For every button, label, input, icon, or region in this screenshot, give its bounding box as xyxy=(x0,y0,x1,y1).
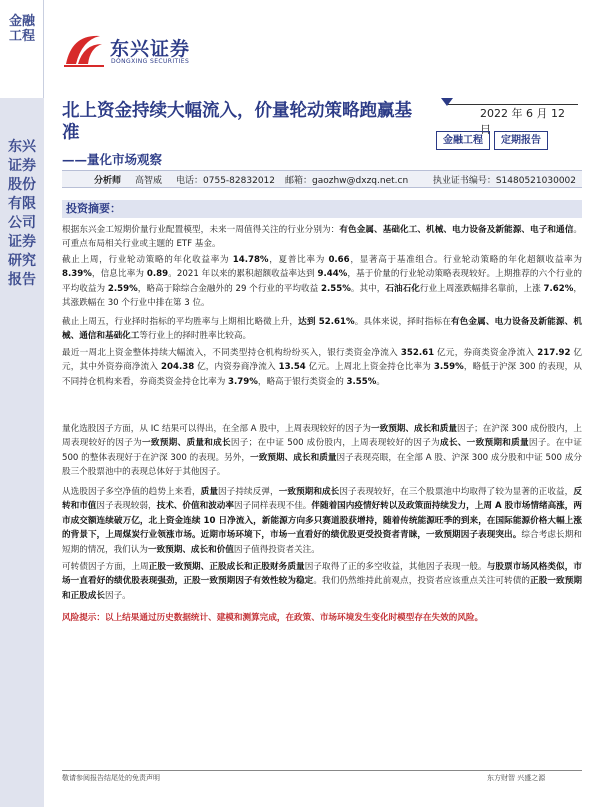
body-text: 因子表现亮眼，在全部 A 股、沪深 300 成分股和中证 500 成分股三个股票池中的表现总体好于其他因子。 xyxy=(62,452,582,478)
emphasis-text: 正股一致预期和正股成长 xyxy=(62,576,582,601)
sidebar-category-panel xyxy=(0,0,44,98)
emphasis-text: 有色金属、基础化工、机械、电力设备及新能源、电子和通信 xyxy=(339,225,574,235)
report-tags xyxy=(436,131,548,150)
footer-divider xyxy=(62,770,582,771)
logo-english-name: DONGXING SECURITIES xyxy=(111,58,190,65)
report-date: 2022 年 6 月 12 日 xyxy=(448,104,578,137)
analyst-name: 高智威 xyxy=(135,175,163,186)
emphasis-text: 2.55% xyxy=(321,283,351,294)
analyst-certificate: 执业证书编号：S1480521030002 xyxy=(432,175,576,186)
report-subtitle: ——量化市场观察 xyxy=(62,152,163,167)
summary-paragraph-3 xyxy=(62,315,582,344)
analyst-email[interactable]: 邮箱：gaozhw@dxzq.net.cn xyxy=(285,175,409,186)
body-text: 可转债因子方面，上周 xyxy=(62,562,149,572)
emphasis-text: 3.59% xyxy=(433,362,464,373)
tag-report-type: 定期报告 xyxy=(494,131,548,150)
body-text: 截止上周五，行业择时指标的平均胜率与上期相比略微上升， xyxy=(62,317,299,327)
body-text: ，显著高于基准组合。行业轮动策略的年化超额收益率为 xyxy=(349,255,583,265)
summary-paragraph-7 xyxy=(62,560,582,603)
summary-paragraph-1 xyxy=(62,223,582,252)
body-text: 因子值得投资者关注。 xyxy=(233,544,320,555)
footer-disclaimer: 敬请参阅报告结尾处的免责声明 xyxy=(62,774,160,782)
emphasis-text: 一致预期和成长 xyxy=(278,487,340,497)
emphasis-text: 伴随着国内疫情好转以及政策面持续发力，上周 A 股市场情绪高涨，两市成交额连续破万亿，北上资金连续 10 日净流入，新能源方向多只赛道股获增持，随着传统能源旺季的到来，在国际能源价格大幅上涨的背景下，上周煤炭行业领涨市场。近期市场环境下，市场一直看好的绩优股更受投资者青睐，一致预期因子表现突出。 xyxy=(62,501,582,541)
body-text: ，略低于沪深 300 的表现，从不同持仓机构来看，券商类资金持仓比率为 xyxy=(62,362,583,387)
emphasis-text: 有色金属、电力设备及新能源、机械、通信和基础化工 xyxy=(62,317,582,342)
emphasis-text: 2.59% xyxy=(107,283,138,294)
body-text: 因子。 xyxy=(104,590,131,601)
emphasis-text: 石油石化 xyxy=(385,283,420,294)
body-text: ，略高于除综合金融外的 29 个行业的平均收益 xyxy=(137,283,321,294)
body-text: ，其涨跌幅在 30 个行业中排在第 3 位。 xyxy=(62,283,582,309)
emphasis-text: 一致预期、成长和质量 xyxy=(250,452,337,463)
body-text: 。可重点布局相关行业或主题的 ETF 基金。 xyxy=(62,225,582,250)
body-text: 因子取得了正的多空收益，其他因子表现一般。 xyxy=(304,562,487,572)
emphasis-text: 3.79% xyxy=(228,376,258,387)
emphasis-text: 达到 52.61% xyxy=(298,317,355,327)
body-text: 亿元，券商类资金净流入 xyxy=(434,348,538,358)
emphasis-text: 一致预期、成长和价值 xyxy=(147,544,234,555)
emphasis-text: 一致预期、质量和成长 xyxy=(142,438,231,449)
body-text: 。 xyxy=(376,376,385,387)
body-text: ，略高于银行类资金的 xyxy=(257,376,347,387)
emphasis-text: 9.44% xyxy=(317,269,348,280)
emphasis-text: 7.62% xyxy=(543,283,574,294)
body-text: ，基于价量的行业轮动策略表现较好。上期推荐的六个行业的平均收益为 xyxy=(62,269,582,294)
sidebar-category-text: 金融工程 xyxy=(8,14,35,44)
body-text: 因子。在中证 500 的整体表现好于在沪深 300 的表现。另外， xyxy=(62,438,582,463)
emphasis-text: 352.61 xyxy=(400,348,435,358)
emphasis-text: 正股一致预期、正股成长和正股财务质量 xyxy=(148,562,305,572)
body-text: ，信息比率为 xyxy=(91,269,147,280)
analyst-info-bar xyxy=(62,170,582,188)
body-text: 。具体来说，择时指标在 xyxy=(354,317,451,327)
summary-paragraph-4 xyxy=(62,346,582,389)
body-text: 。2021 年以来的累积超额收益率达到 xyxy=(168,269,318,280)
tag-category: 金融工程 xyxy=(436,131,490,150)
logo-mark-icon xyxy=(62,30,106,70)
emphasis-text: 0.89 xyxy=(146,269,169,280)
emphasis-text: 成长、一致预期和质量 xyxy=(440,438,529,449)
emphasis-text: 技术、价值和波动率 xyxy=(156,501,234,512)
emphasis-text: 13.54 xyxy=(278,362,306,373)
body-text: 因子表现较好，在三个股票池中均取得了较为显著的正收益， xyxy=(339,487,574,497)
sidebar-company-text: 东兴证券股份有限公司证券研究报告 xyxy=(8,139,36,288)
summary-heading: 投资摘要： xyxy=(62,200,582,218)
body-text: 行业上周涨跌幅排名靠前，上涨 xyxy=(419,283,544,294)
sidebar-company-panel xyxy=(0,98,44,807)
emphasis-text: 8.39% xyxy=(62,269,92,280)
logo-chinese-name: 东兴证券 xyxy=(110,38,191,60)
report-title: 北上资金持续大幅流入，价量轮动策略跑赢基准 xyxy=(62,101,412,143)
body-text: 。其中， xyxy=(350,283,386,294)
emphasis-text: 一致预期、成长和质量 xyxy=(371,424,457,434)
body-text: 综合考虑长期和短期的情况，我们认为 xyxy=(62,530,582,555)
body-text: 从选股因子多空净值的趋势上来看， xyxy=(62,487,201,497)
body-text: 亿元。上周北上资金持仓比率为 xyxy=(305,362,434,373)
body-text: 亿元，其中外资券商净流入 xyxy=(62,348,583,373)
summary-paragraph-5 xyxy=(62,422,582,480)
body-text: 等行业上的择时胜率比较高。 xyxy=(139,331,252,342)
body-text: 亿，内资券商净流入 xyxy=(194,362,279,373)
risk-warning: 风险提示：以上结果通过历史数据统计、建模和测算完成，在政策、市场环境发生变化时模型存在失效的风险。 xyxy=(62,613,484,623)
body-text: 根据东兴金工短期价量行业配置模型，未来一周值得关注的行业分别为： xyxy=(62,225,340,235)
emphasis-text: 14.78% xyxy=(232,255,269,265)
body-text: 因子；在中证 500 成份股内，上周表现较好的因子为 xyxy=(230,438,441,449)
body-text: 因子持续反弹， xyxy=(218,487,279,497)
body-text: ，夏普比率为 xyxy=(268,255,329,265)
emphasis-text: 217.92 xyxy=(537,348,571,358)
summary-paragraph-2 xyxy=(62,253,582,311)
left-sidebar xyxy=(0,0,44,807)
body-text: 因子；在沪深 300 成份股内，上周表现较好的因子为 xyxy=(62,424,583,449)
emphasis-text: 反转和市值 xyxy=(62,487,582,512)
body-text: 最近一周北上资金整体持续大幅流入，不同类型持仓机构纷纷买入，银行类资金净流入 xyxy=(62,348,401,358)
footer-slogan: 东方财智 兴盛之源 xyxy=(487,774,546,782)
emphasis-text: 0.66 xyxy=(328,255,350,265)
emphasis-text: 3.55% xyxy=(346,376,377,387)
analyst-phone: 电话：0755-82832012 xyxy=(176,175,275,186)
body-text: 。我们仍然维持此前观点，投资者应该重点关注可转债的 xyxy=(313,576,531,587)
emphasis-text: 204.38 xyxy=(161,362,195,373)
body-text: 截止上周，行业轮动策略的年化收益率为 xyxy=(62,255,233,265)
body-text: 量化选股因子方面，从 IC 结果可以得出，在全部 A 股中，上周表现较好的因子为 xyxy=(62,424,372,434)
emphasis-text: 质量 xyxy=(200,487,219,497)
body-text: 因子同样表现不佳。 xyxy=(234,501,312,512)
analyst-label: 分析师 xyxy=(94,175,122,186)
emphasis-text: 与股票市场风格类似，市场一直看好的绩优股表现强劲，正股一致预期因子有效性较为稳定 xyxy=(62,562,582,587)
summary-paragraph-6 xyxy=(62,485,582,557)
body-text: 因子表现较弱， xyxy=(96,501,157,512)
